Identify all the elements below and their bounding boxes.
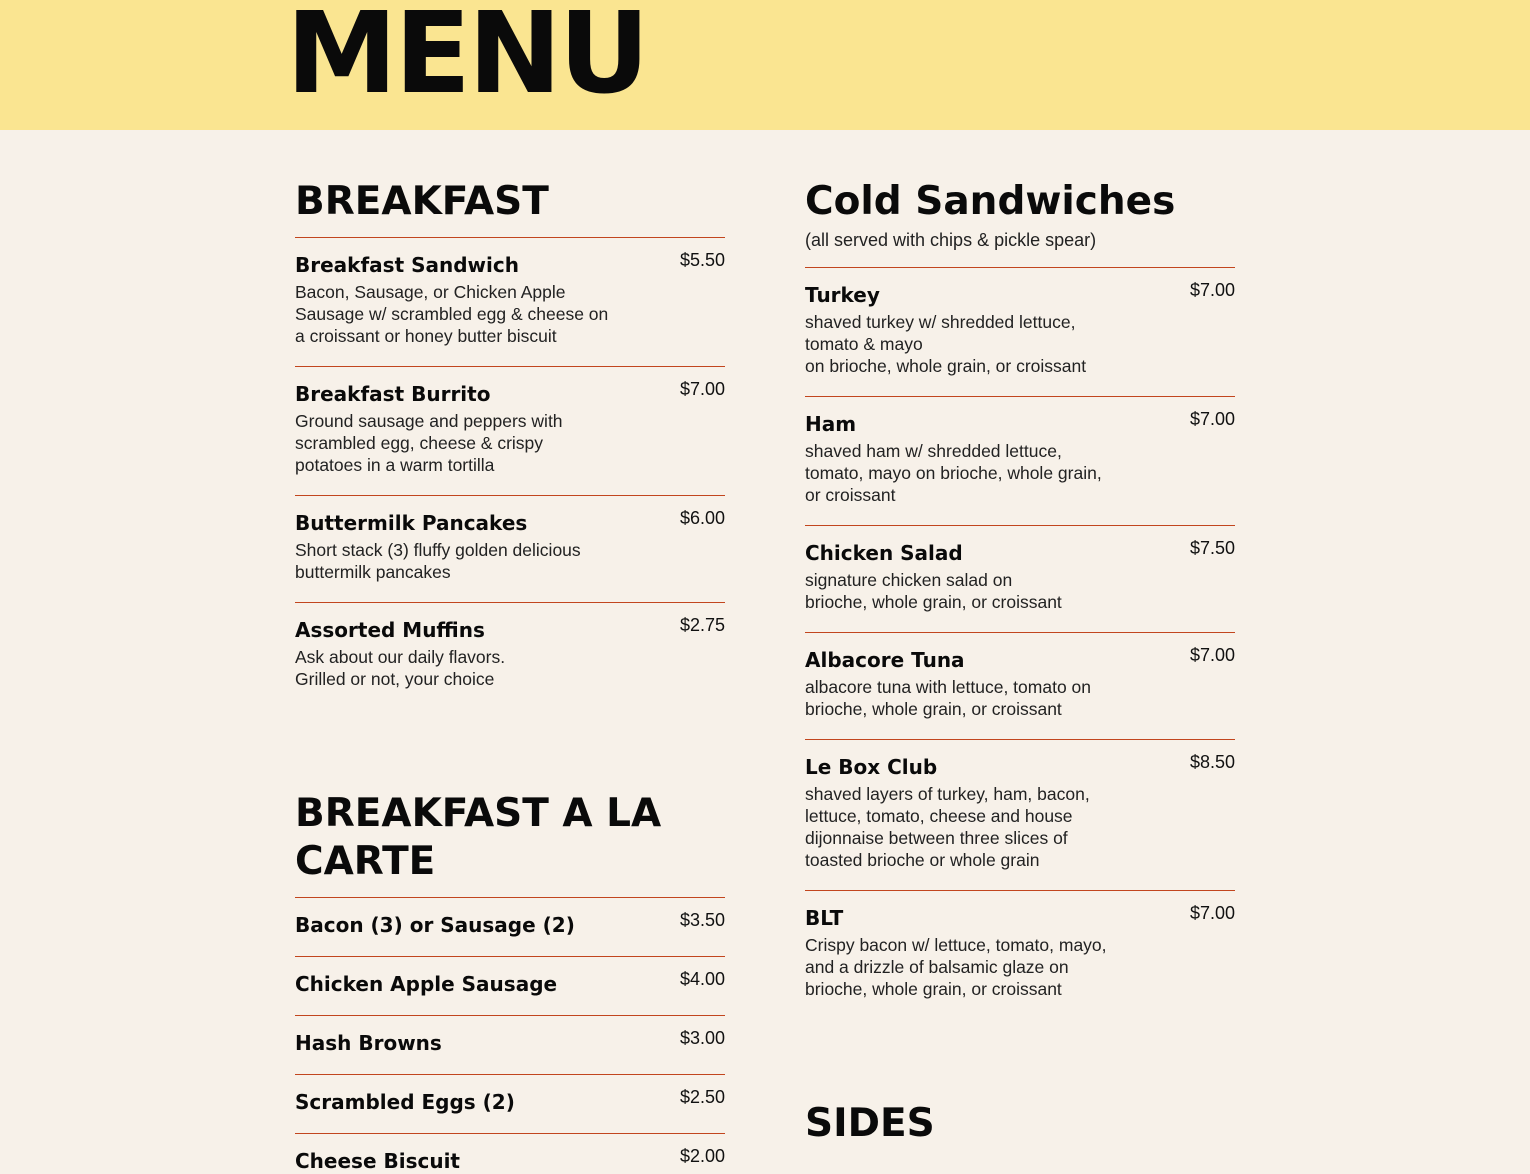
- divider: [295, 237, 725, 238]
- item-name: Le Box Club: [805, 755, 938, 779]
- item-name: Assorted Muffins: [295, 618, 485, 642]
- item-name: Scrambled Eggs (2): [295, 1090, 515, 1114]
- section-title-cold-sandwiches: Cold Sandwiches: [805, 179, 1176, 224]
- divider: [295, 1074, 725, 1075]
- item-name: Bacon (3) or Sausage (2): [295, 913, 575, 937]
- item-price: $7.00: [1189, 280, 1235, 300]
- divider: [295, 366, 725, 367]
- divider: [295, 956, 725, 957]
- item-name: Hash Browns: [295, 1031, 442, 1055]
- menu-item: [295, 1141, 725, 1173]
- item-name: Breakfast Burrito: [295, 382, 491, 406]
- item-name: Albacore Tuna: [805, 648, 965, 672]
- item-name: Breakfast Sandwich: [295, 253, 519, 277]
- item-price: $6.00: [679, 508, 725, 528]
- item-description: shaved turkey w/ shredded lettuce, tomato & mayo on brioche, whole grain, or croissant: [805, 312, 1087, 376]
- item-price: $7.00: [1189, 645, 1235, 665]
- divider: [805, 739, 1235, 740]
- item-price: $7.00: [1189, 409, 1235, 429]
- item-name: Buttermilk Pancakes: [295, 511, 528, 535]
- divider: [805, 525, 1235, 526]
- item-name: Chicken Apple Sausage: [295, 972, 558, 996]
- item-price: $7.00: [679, 379, 725, 399]
- item-description: Ground sausage and peppers with scrambled egg, cheese & crispy potatoes in a warm tortilla: [295, 411, 563, 475]
- item-name: BLT: [805, 906, 844, 930]
- item-description: signature chicken salad on brioche, whole grain, or croissant: [805, 570, 1062, 612]
- divider: [805, 632, 1235, 633]
- item-description: Ask about our daily flavors. Grilled or not, your choice: [295, 647, 506, 689]
- item-description: albacore tuna with lettuce, tomato on brioche, whole grain, or croissant: [805, 677, 1092, 719]
- item-price: $2.50: [679, 1087, 725, 1107]
- section-title-breakfast: BREAKFAST: [295, 179, 549, 224]
- item-name: Ham: [805, 412, 857, 436]
- section-title-sides: SIDES: [805, 1101, 935, 1146]
- item-description: shaved layers of turkey, ham, bacon, lettuce, tomato, cheese and house dijonnaise between three slices of toasted brioche or whole grain: [805, 784, 1090, 870]
- item-price: $3.50: [679, 910, 725, 930]
- item-price: $4.00: [679, 969, 725, 989]
- item-name: Cheese Biscuit: [295, 1149, 460, 1173]
- item-price: $2.00: [679, 1146, 725, 1166]
- section-title-breakfast-a-la-carte: BREAKFAST A LA CARTE: [295, 791, 662, 884]
- divider: [805, 396, 1235, 397]
- item-price: $7.50: [1189, 538, 1235, 558]
- divider: [295, 897, 725, 898]
- item-description: Crispy bacon w/ lettuce, tomato, mayo, and a drizzle of balsamic glaze on brioche, whole grain, or croissant: [805, 935, 1107, 999]
- item-name: Chicken Salad: [805, 541, 963, 565]
- item-price: $7.00: [1189, 903, 1235, 923]
- item-price: $2.75: [679, 615, 725, 635]
- item-description: Bacon, Sausage, or Chicken Apple Sausage w/ scrambled egg & cheese on a croissant or honey butter biscuit: [295, 282, 609, 346]
- divider: [295, 1133, 725, 1134]
- divider: [295, 1015, 725, 1016]
- divider: [805, 267, 1235, 268]
- header-banner: [0, 0, 1530, 130]
- section-subtitle: (all served with chips & pickle spear): [805, 230, 1097, 250]
- item-description: shaved ham w/ shredded lettuce, tomato, mayo on brioche, whole grain, or croissant: [805, 441, 1102, 505]
- page-title: MENU: [286, 0, 647, 119]
- divider: [805, 890, 1235, 891]
- item-price: $5.50: [679, 250, 725, 270]
- item-price: $8.50: [1189, 752, 1235, 772]
- item-price: $3.00: [679, 1028, 725, 1048]
- divider: [295, 495, 725, 496]
- item-description: Short stack (3) fluffy golden delicious buttermilk pancakes: [295, 540, 581, 582]
- item-name: Turkey: [805, 283, 880, 307]
- divider: [295, 602, 725, 603]
